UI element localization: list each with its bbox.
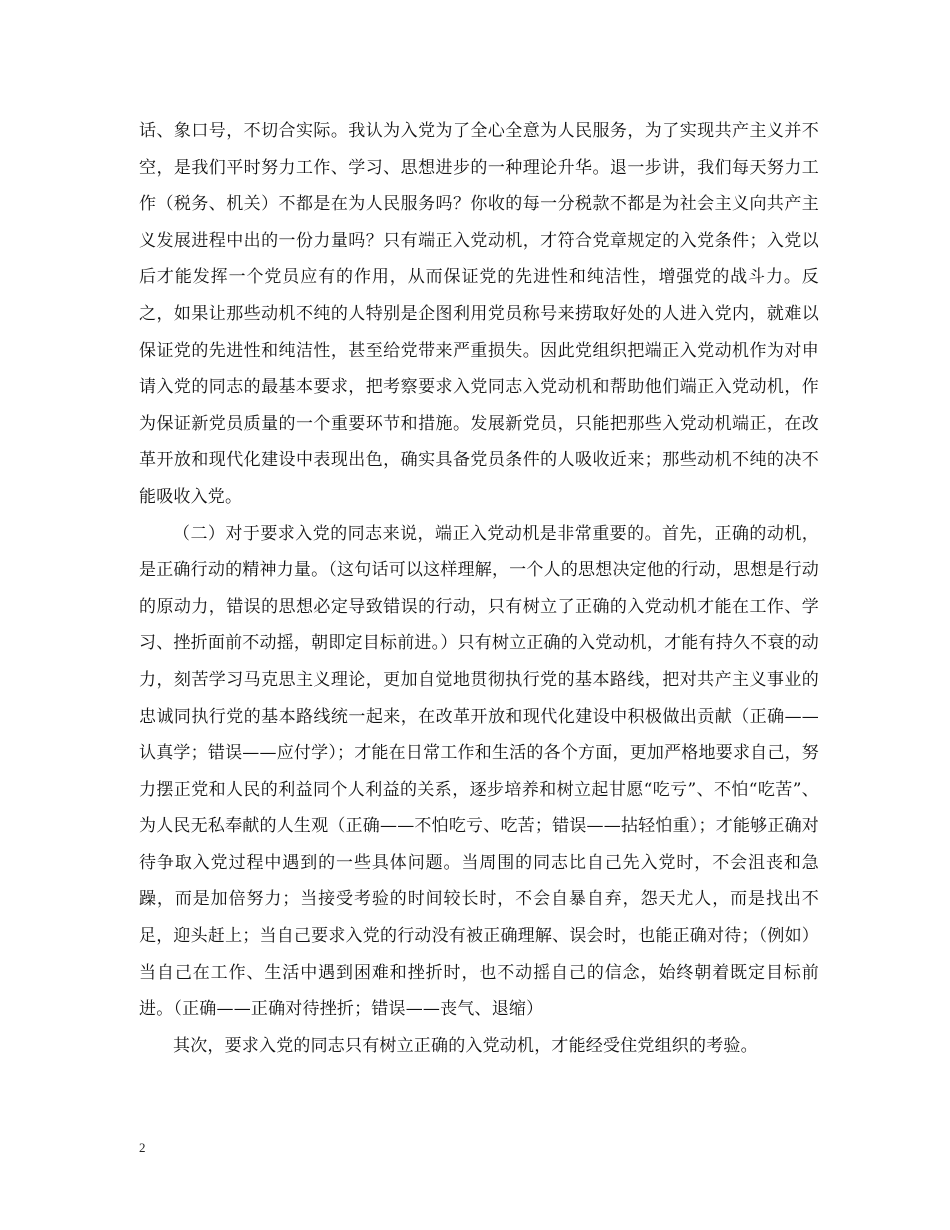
paragraph-section-two: （二）对于要求入党的同志来说，端正入党动机是非常重要的。首先，正确的动机，是正确行动的精神力量。（这句话可以这样理解，一个人的思想决定他的行动，思想是行动的原动力，错误的思想必定导致错误的行动，只有树立了正确的入党动机才能在工作、学习、挫折面前不动摇，朝即定目标前进。）只有树立正确的入党动机，才能有持久不衰的动力，刻苦学习马克思主义理论，更加自觉地贯彻执行党的基本路线，把对共产主义事业的忠诚同执行党的基本路线统一起来，在改革开放和现代化建设中积极做出贡献（正确——认真学；错误——应付学）；才能在日常工作和生活的各个方面，更加严格地要求自己，努力摆正党和人民的利益同个人利益的关系，逐步培养和树立起甘愿“吃亏”、不怕“吃苦”、为人民无私奉献的人生观（正确——不怕吃亏、吃苦；错误——拈轻怕重）；才能够正确对待争取入党过程中遇到的一些具体问题。当周围的同志比自己先入党时，不会沮丧和急躁，而是加倍努力；当接受考验的时间较长时，不会自暴自弃，怨天尤人，而是找出不足，迎头赶上；当自己要求入党的行动没有被正确理解、误会时，也能正确对待；（例如）当自己在工作、生活中遇到困难和挫折时，也不动摇自己的信念，始终朝着既定目标前进。（正确——正确对待挫折；错误——丧气、退缩） <box>139 523 819 1020</box>
document-body <box>139 113 819 1064</box>
page-number: 2 <box>139 1140 146 1155</box>
paragraph-continuation: 话、象口号，不切合实际。我认为入党为了全心全意为人民服务，为了实现共产主义并不空，是我们平时努力工作、学习、思想进步的一种理论升华。退一步讲，我们每天努力工作（税务、机关）不都是在为人民服务吗？你收的每一分税款不都是为社会主义向共产主义发展进程中出的一份力量吗？只有端正入党动机，才符合党章规定的入党条件；入党以后才能发挥一个党员应有的作用，从而保证党的先进性和纯洁性，增强党的战斗力。反之，如果让那些动机不纯的人特别是企图利用党员称号来捞取好处的人进入党内，就难以保证党的先进性和纯洁性，甚至给党带来严重损失。因此党组织把端正入党动机作为对申请入党的同志的最基本要求，把考察要求入党同志入党动机和帮助他们端正入党动机，作为保证新党员质量的一个重要环节和措施。发展新党员，只能把那些入党动机端正，在改革开放和现代化建设中表现出色，确实具备党员条件的人吸收近来；那些动机不纯的决不能吸收入党。 <box>139 121 819 507</box>
paragraph-secondly: 其次，要求入党的同志只有树立正确的入党动机，才能经受住党组织的考验。 <box>173 1035 758 1056</box>
